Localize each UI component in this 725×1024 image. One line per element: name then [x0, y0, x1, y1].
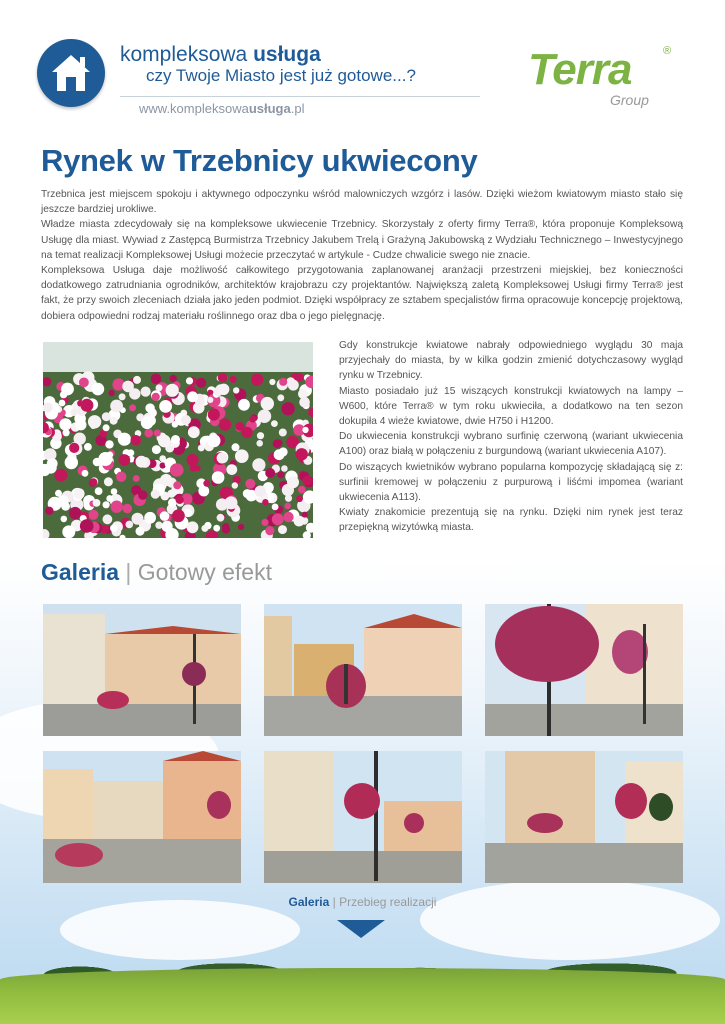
brand-name-light: kompleksowa: [120, 43, 248, 66]
gallery-heading-bold: Galeria: [41, 559, 119, 585]
brand-name-bold: usługa: [253, 43, 321, 66]
gallery-heading-light: Gotowy efekt: [137, 559, 272, 585]
side-paragraph: Gdy konstrukcje kwiatowe nabrały odpowiedniego wyglądu 30 maja przyjechały do miasta, by w kilka godzin zmienić dotychczasowy wygląd rynku w Trzebnicy.: [339, 340, 683, 382]
terra-registered-mark: ®: [663, 45, 672, 57]
intro-paragraph: Trzebnica jest miejscem spokoju i aktywnego odpoczynku wśród malowniczych wzgórz i lasów. Dzięki wieżom kwiatowym miasto stało się jeszcze bardziej urokliwe.: [41, 189, 683, 216]
website-link[interactable]: [139, 101, 304, 116]
footer-label-bold: Galeria: [288, 895, 330, 909]
footer-label-light: Przebieg realizacji: [339, 895, 437, 909]
brand-tagline: czy Twoje Miasto jest już gotowe...?: [146, 66, 416, 85]
intro-paragraph: Kompleksowa Usługa daje możliwość całkowitego przygotowania zaplanowanej aranżacji przestrzeni miejskiej, bez konieczności dodatkowego zatrudniania ogrodników, architektów krajobrazu czy projektantów. Największą zaletą Kompleksowej Usługi firmy Terra® jest fakt, że przy swoich zleceniach działa jako jeden podmiot. Dzięki współpracy ze sztabem specjalistów firma opracowuje koncepcję projektową, dobiera odpowiedni rodzaj materiału roślinnego oraz dba o jego pielęgnację.: [41, 265, 683, 322]
side-paragraph: Kwiaty znakomicie prezentują się na rynku. Dzięki nim rynek jest teraz przepiękną wizytówką miasta.: [339, 507, 683, 534]
arrow-down-icon[interactable]: [337, 920, 385, 938]
heading-separator: |: [125, 559, 132, 585]
terra-logo: Terra: [528, 45, 632, 94]
side-paragraph: Do ukwiecenia konstrukcji wybrano surfinię czerwoną (wariant ukwiecenia A100) oraz białą w połączeniu z burgundową (wariant ukwiecenia A107).: [339, 431, 683, 458]
gallery-photo[interactable]: [264, 751, 462, 883]
house-logo: [37, 39, 105, 107]
gallery-photo[interactable]: [485, 751, 683, 883]
side-text: [339, 338, 683, 536]
intro-text: [41, 187, 683, 324]
gallery-photo[interactable]: [485, 604, 683, 736]
gallery-heading: [41, 559, 272, 586]
side-paragraph: Do wiszących kwietników wybrano popularna kompozycję składającą się z: surfinii kremowej w połączeniu z purpurową i liśćmi impomea (wariant ukwiecenia A113).: [339, 461, 683, 504]
house-icon: [37, 39, 105, 107]
intro-paragraph: Władze miasta zdecydowały się na kompleksowe ukwiecenie Trzebnicy. Skorzystały z oferty firmy Terra®, która proponuje Kompleksową Usługę dla miast. Wywiad z Zastępcą Burmistrza Trzebnicy Jakubem Trelą i Grażyną Jakubowską z Wydziału Technicznego – Inwestycyjnego na temat realizacji Kompleksowej Usługi możecie przeczytać w artykule - Cudze chwalicie swego nie znacie.: [41, 219, 683, 261]
flower-tower-photo: [43, 342, 313, 538]
gallery-footer-link[interactable]: [0, 895, 725, 909]
url-part: www.kompleksowa: [139, 101, 249, 116]
gallery-photo[interactable]: [43, 751, 241, 883]
header-divider: [120, 96, 480, 97]
side-paragraph: Miasto posiadało już 15 wiszących konstrukcji kwiatowych na lampy – W600, które Terra® w tym roku ukwieciła, a dodatkowo na ten sezon dokupiła 4 wieże kwiatowe, dwie H750 i H1200.: [339, 385, 683, 428]
gallery-photo[interactable]: [264, 604, 462, 736]
terra-group-label: Group: [610, 92, 649, 108]
url-suffix: .pl: [290, 101, 305, 116]
footer-separator: |: [332, 895, 336, 909]
url-part-bold: usługa: [248, 101, 291, 116]
gallery-photo[interactable]: [43, 604, 241, 736]
article-title: Rynek w Trzebnicy ukwiecony: [41, 143, 478, 178]
brand-name: [120, 43, 321, 67]
